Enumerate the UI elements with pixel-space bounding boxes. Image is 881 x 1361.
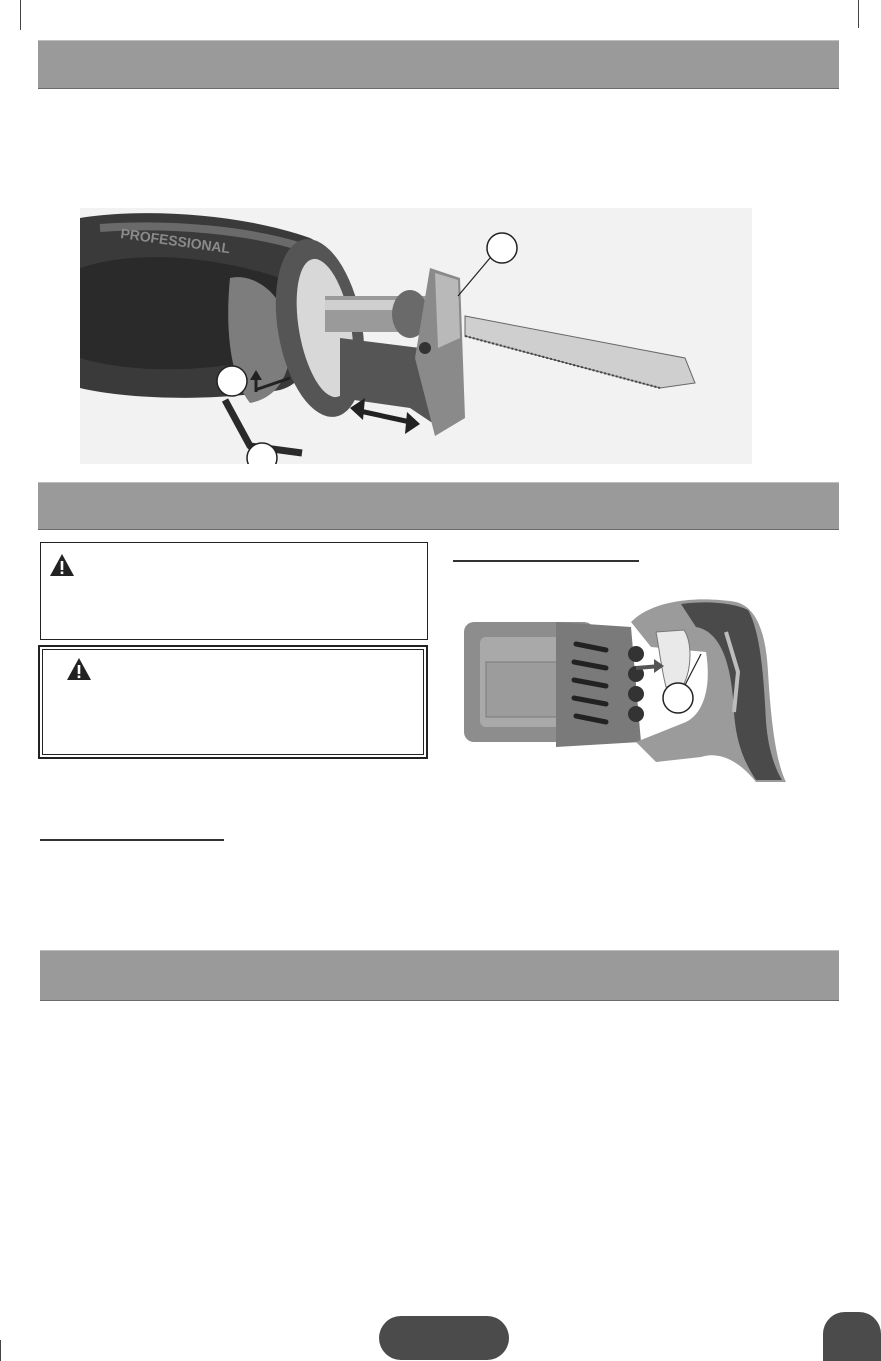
section-header-1 <box>38 40 839 89</box>
crop-mark-left <box>20 0 21 30</box>
subheading-underline-left <box>40 839 224 841</box>
page-number-pill <box>379 1316 509 1360</box>
warning-box-1 <box>40 542 428 640</box>
saw-blade-clamp-photo <box>80 208 752 464</box>
section-header-2 <box>38 482 839 530</box>
saw-switch-photo <box>456 592 786 792</box>
crop-mark-bottom-left <box>0 1340 1 1361</box>
corner-tab <box>823 1312 881 1361</box>
saw-switch-illustration <box>456 592 786 792</box>
subheading-underline-right <box>453 560 639 562</box>
warning-triangle-icon <box>66 657 92 681</box>
svg-text:PROFESSIONAL: PROFESSIONAL <box>119 225 232 257</box>
saw-blade-clamp-illustration <box>80 208 752 464</box>
crop-mark-right <box>858 0 859 28</box>
warning-triangle-icon <box>49 553 75 577</box>
warning-box-2 <box>38 645 428 759</box>
section-header-3 <box>40 950 839 1001</box>
